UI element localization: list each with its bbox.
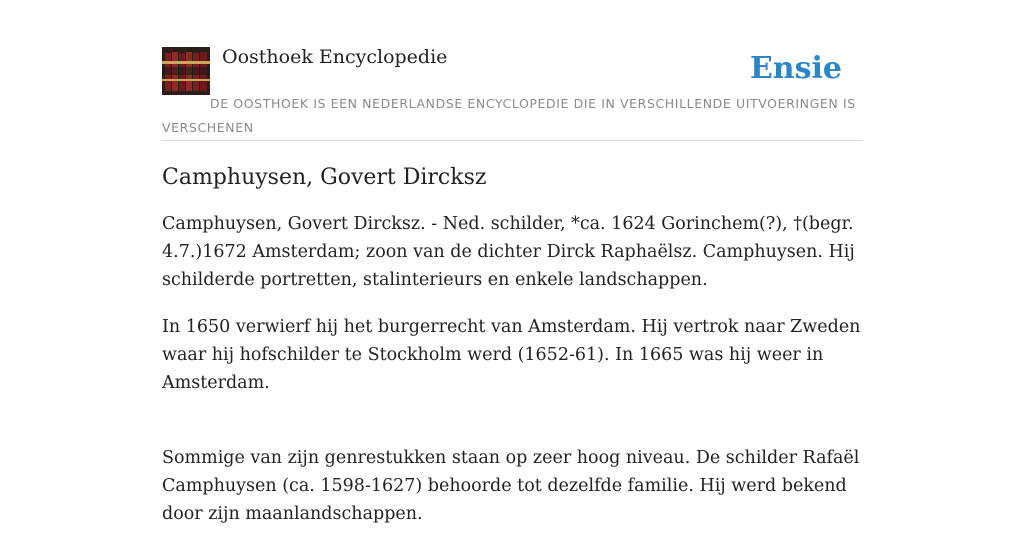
article-paragraph-1: Camphuysen, Govert Dircksz. - Ned. schilder, *ca. 1624 Gorinchem(?), †(begr. 4.7.)1672 Amsterdam; zoon van de dichter Dirck Raphaëlsz. Camphuysen. Hij schilderde portretten, stalinterieurs en enkele landschappen. (162, 214, 855, 290)
site-tagline: DE OOSTHOEK IS EEN NEDERLANDSE ENCYCLOPEDIE DIE IN VERSCHILLENDE UITVOERINGEN IS VERSCHENEN (162, 96, 856, 135)
article-paragraph-2: In 1650 verwierf hij het burgerrecht van Amsterdam. Hij vertrok naar Zweden waar hij hofschilder te Stockholm werd (1652-61). In 1665 was hij weer in Amsterdam. (162, 317, 861, 393)
article-title: Camphuysen, Govert Dircksz (162, 165, 487, 190)
article-paragraph-3: Sommige van zijn genrestukken staan op zeer hoog niveau. De schilder Rafaël Camphuysen (ca. 1598-1627) behoorde tot dezelfde familie. Hij werd bekend door zijn maanlandschappen. (162, 448, 860, 524)
ensie-logo-link[interactable]: Ensie (749, 51, 842, 86)
article (162, 162, 862, 547)
books-image (162, 47, 210, 95)
site-header (162, 46, 862, 141)
encyclopedia-books-avatar[interactable] (162, 47, 210, 95)
paragraph-spacer (162, 416, 862, 444)
site-name[interactable]: Oosthoek Encyclopedie (222, 46, 448, 68)
